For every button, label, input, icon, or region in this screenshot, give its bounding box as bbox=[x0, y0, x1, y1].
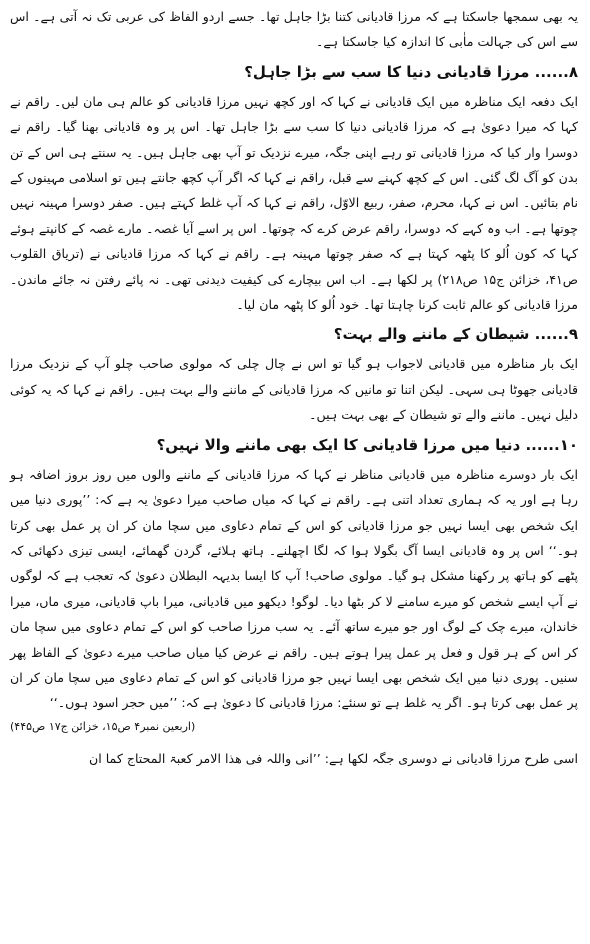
section-10-heading: ۱۰...... دنیا میں مرزا قادیانی کا ایک بھی ماننے والا نہیں؟ bbox=[156, 435, 578, 454]
citation: (اربعین نمبر۴ ص۱۵، خزائن ج۱۷ ص۴۴۵) bbox=[10, 719, 196, 733]
spacer bbox=[10, 738, 578, 746]
closing-line: اسی طرح مرزا قادیانی نے دوسری جگہ لکھا ہے: ’’انی واللہ فی ھذا الامر کعبۃ المحتاج کما ان bbox=[88, 750, 578, 766]
section-9-heading: ۹...... شیطان کے ماننے والے بہت؟ bbox=[333, 325, 578, 344]
section-8-heading: ۸...... مرزا قادیانی دنیا کا سب سے بڑا جاہل؟ bbox=[244, 62, 578, 81]
section-9-body: ایک بار مناظرہ میں قادیانی لاجواب ہو گیا تو اس نے چال چلی کہ مولوی صاحب چلو آپ کے نزدیک مرزا قادیانی جھوٹا ہی سہی۔ لیکن اتنا تو مانیں کہ مرزا قادیانی کے ماننے والے بہت ہیں۔ راقم نے کہا کہ یہ کوئی دلیل نہیں۔ ماننے والے تو شیطان کے بھی بہت ہیں۔ bbox=[10, 356, 578, 423]
section-8-body: ایک دفعہ ایک مناظرہ میں ایک قادیانی نے کہا کہ اور کچھ نہیں مرزا قادیانی کو عالم ہی مان لیں۔ راقم نے کہا کہ میرا دعویٰ ہے کہ مرزا قادیانی دنیا کا سب سے بڑا جاہل تھا۔ اس پر وہ قادیانی بھنا گیا۔ راقم نے دوسرا وار کیا کہ مرزا قادیانی تو رہے اپنی جگہ، میرے نزدیک تو آپ بھی جاہل ہیں۔ یہ سنتے ہی اس کے تن بدن کو آگ لگ گئی۔ اس کے کچھ کہنے سے قبل، راقم نے کہا کہ اگر آپ کچھ جانتے ہیں تو اسلامی مہینوں کے نام بتائیں۔ اس نے کہا، محرم، صفر، ربیع الاوّل، راقم نے کہا کہ آپ غلط کہتے ہیں۔ صفر دوسرا مہینہ نہیں چوتھا ہے۔ اب وہ کہے کہ دوسرا، راقم عرض کرے کہ چوتھا۔ اس پر اسے آیا غصہ۔ مارے غصہ کے کانپتے ہوئے کہا کہ کون اُلو کا پٹھہ کہتا ہے کہ صفر چوتھا مہینہ ہے۔ راقم نے کہا کہ مرزا قادیانی نے (تریاق القلوب ص۴۱، خزائن ج۱۵ ص۲۱۸) پر لکھا ہے۔ اب اس بیچارے کی کیفیت دیدنی تھی۔ نہ پائے رفتن نہ جائے ماندن۔ مرزا قادیانی کو عالم ثابت کرنا چاہتا تھا۔ خود اُلو کا پٹھہ مان لیا۔ bbox=[10, 93, 578, 313]
intro-paragraph: یہ بھی سمجھا جاسکتا ہے کہ مرزا قادیانی کتنا بڑا جاہل تھا۔ جسے اردو الفاظ کی عربی تک نہ آتی ہے۔ اس سے اس کی جہالت ماٰبی کا اندازہ کیا جاسکتا ہے۔ bbox=[10, 9, 578, 50]
section-10-body: ایک بار دوسرے مناظرہ میں قادیانی مناظر نے کہا کہ مرزا قادیانی کے ماننے والوں میں روز بروز اضافہ ہو رہا ہے اور یہ کہ ہماری تعداد اتنی ہے۔ راقم نے کہا کہ میاں صاحب میرا دعویٰ یہ ہے کہ: ’’پوری دنیا میں ایک شخص بھی ایسا نہیں جو مرزا قادیانی کو اس کے تمام دعاوی میں سچا مان کر ان پر عمل بھی کرتا ہو۔‘‘ اس پر وہ قادیانی ایسا آگ بگولا ہوا کہ لگا اچھلنے۔ ہاتھ ہلائے، گردن گھمائے، ایسی تیزی دکھائی کہ پٹھے کو ہاتھ پر رکھنا مشکل ہو گیا۔ مولوی صاحب! آپ کا ایسا بدیہہ البطلان دعویٰ کہ تعجب ہے کہ لوگوں نے آپ ایسے شخص کو میرے سامنے لا کر بٹھا دیا۔ لوگو! دیکھو میں قادیانی، میرا باپ قادیانی، میری ماں، میرا خاندان، میرے چک کے لوگ اور جو میرے ساتھ آئے۔ یہ سب مرزا صاحب کو اس کے تمام دعاوی میں سچا مان کر اس کے ہر قول و فعل پر عمل پیرا ہوتے ہیں۔ راقم نے عرض کیا میاں صاحب میرے دعویٰ کے الفاظ پھر سنیں۔ پوری دنیا میں ایک شخص بھی ایسا نہیں جو مرزا قادیانی کو اس کے تمام دعاوی میں سچا مان کر ان پر عمل بھی کرتا ہو۔ اگر یہ غلط ہے تو سنئے: مرزا قادیانی کا دعویٰ ہے کہ: ’’میں حجر اسود ہوں۔‘‘ bbox=[10, 466, 578, 711]
